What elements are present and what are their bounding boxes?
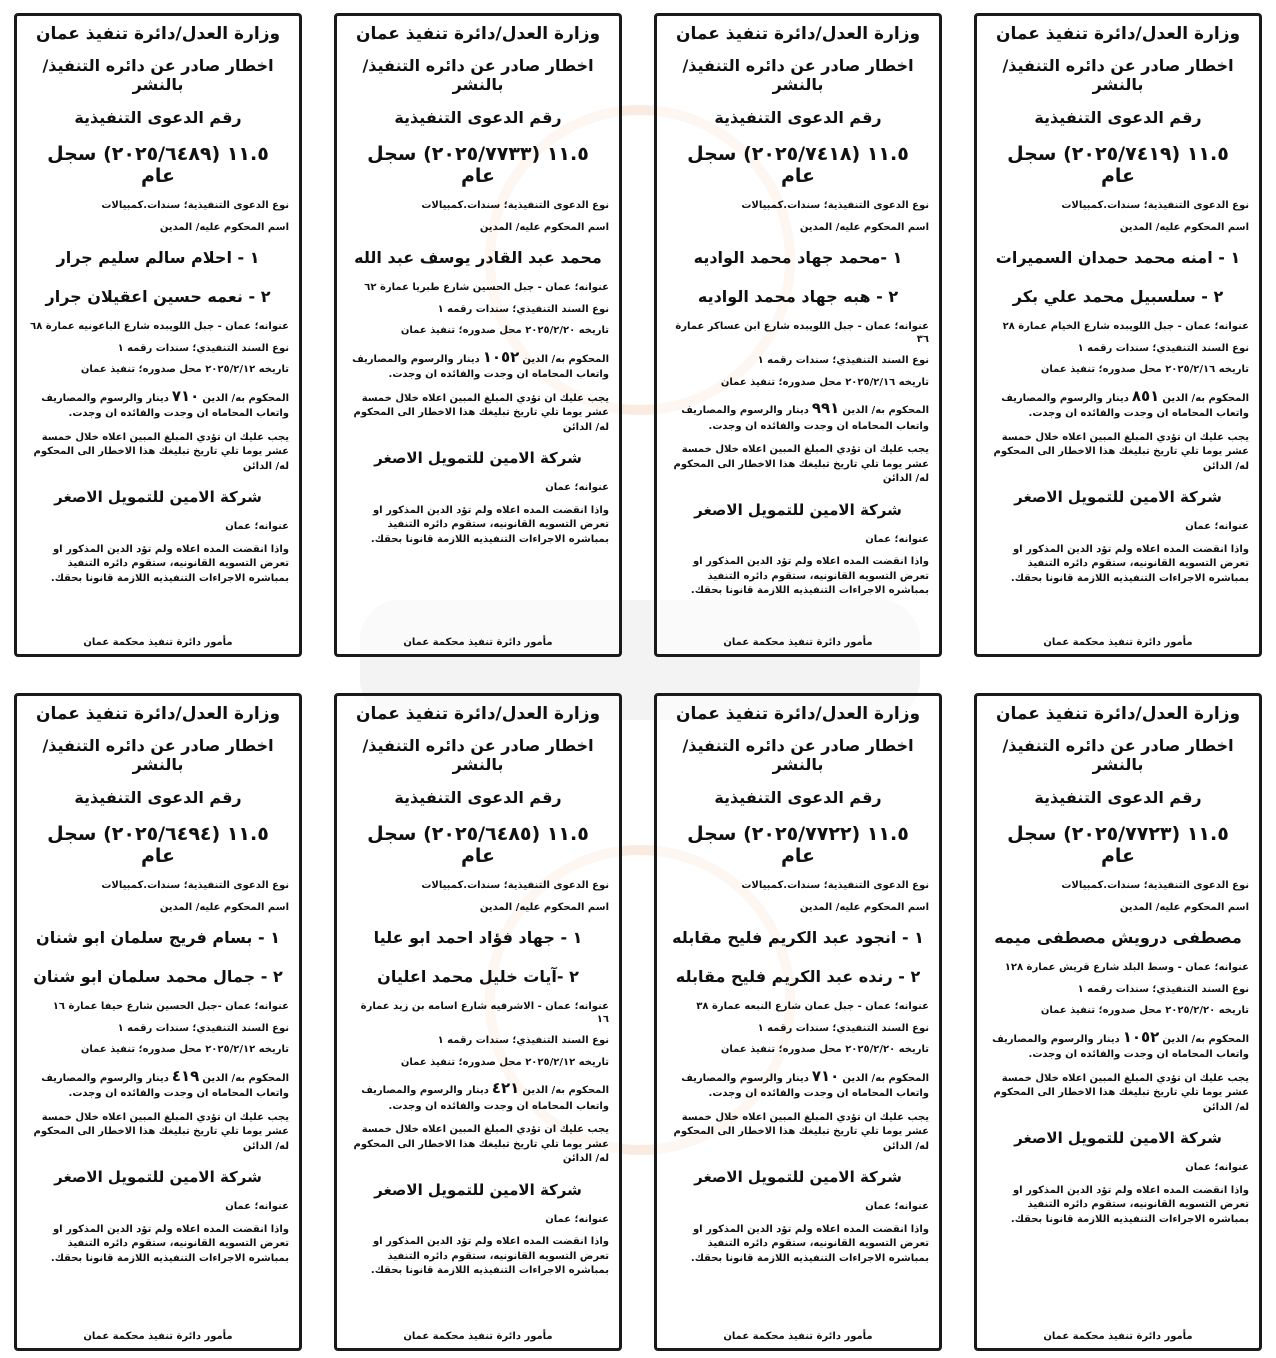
judgment-amount-line xyxy=(987,1027,1249,1063)
deed-type: نوع السند التنفيذي؛ سندات رقمه ١ xyxy=(757,355,929,366)
officer-footer: مأمور دائرة تنفيذ محكمة عمان xyxy=(83,1331,233,1342)
debtor-name: ١ - امنه محمد حمدان السميرات xyxy=(995,248,1241,267)
creditor-address: عنوانه؛ عمان xyxy=(865,533,929,545)
amount-suffix: دينار والرسوم والمصاريف واتعاب المحاماه ان وجدت والفائده ان وجدت. xyxy=(681,1072,929,1100)
deed-type: نوع السند التنفيذي؛ سندات رقمه ١ xyxy=(437,1035,609,1046)
judgment-amount-line xyxy=(347,347,609,383)
warning-text: واذا انقضت المده اعلاه ولم تؤد الدين المذكور او تعرض التسويه القانونيه، ستقوم دائره التنفيذ بمباشره الاجراءات التنفيذيه اللازمة قانونا بحقك. xyxy=(370,1236,609,1277)
amount-value: ٧١٠ xyxy=(811,1066,840,1085)
creditor-name: شركة الامين للتمويل الاصغر xyxy=(54,1168,262,1187)
creditor-address: عنوانه؛ عمان xyxy=(545,482,609,494)
judgment-amount-line xyxy=(27,1066,289,1102)
warning-text: واذا انقضت المده اعلاه ولم تؤد الدين المذكور او تعرض التسويه القانونيه، ستقوم دائره التنفيذ بمباشره الاجراءات التنفيذيه اللازمة قانونا بحقك. xyxy=(370,504,609,545)
officer-footer: مأمور دائرة تنفيذ محكمة عمان xyxy=(403,637,553,648)
notices-grid xyxy=(14,13,1264,1353)
payment-instruction: يجب عليك ان تؤدي المبلغ المبين اعلاه خلال خمسة عشر يوما تلي تاريخ تبليغك هذا الاخطار الى المحكوم له/ الدائن xyxy=(993,1072,1249,1113)
amount-value: ٩٩١ xyxy=(811,399,840,417)
creditor-name: شركة الامين للتمويل الاصغر xyxy=(374,1180,582,1199)
creditor-name: شركة الامين للتمويل الاصغر xyxy=(54,488,262,507)
notice-title: اخطار صادر عن دائره التنفيذ/ بالنشر xyxy=(682,56,914,94)
notice-card xyxy=(334,13,622,657)
officer-footer: مأمور دائرة تنفيذ محكمة عمان xyxy=(1043,637,1193,648)
creditor-address: عنوانه؛ عمان xyxy=(545,1213,609,1225)
warning-text: واذا انقضت المده اعلاه ولم تؤد الدين المذكور او تعرض التسويه القانونيه، ستقوم دائره التنفيذ بمباشره الاجراءات التنفيذيه اللازمة قانونا بحقك. xyxy=(50,1223,289,1264)
deed-date: تاريخه ٢٠٢٥/٢/١٢ محل صدوره؛ تنفيذ عمان xyxy=(80,1044,289,1055)
ministry-heading: وزارة العدل/دائرة تنفيذ عمان xyxy=(35,24,281,44)
payment-instruction: يجب عليك ان تؤدي المبلغ المبين اعلاه خلال خمسة عشر يوما تلي تاريخ تبليغك هذا الاخطار الى المحكوم له/ الدائن xyxy=(673,1111,929,1152)
creditor-address: عنوانه؛ عمان xyxy=(1185,1162,1249,1174)
judgment-amount-line xyxy=(347,1078,609,1114)
creditor-address: عنوانه؛ عمان xyxy=(225,521,289,533)
notice-card xyxy=(14,693,302,1351)
deed-type: نوع السند التنفيذي؛ سندات رقمه ١ xyxy=(757,1022,929,1034)
case-number: ١١.٥ (٢٠٢٥/٦٤٨٩) سجل عام xyxy=(47,143,269,187)
debtor-name: ٢ -آيات خليل محمد اعليان xyxy=(377,967,579,986)
debtor-address: عنوانه؛ عمان - الاشرفيه شارع اسامه بن زيد عمارة ١٦ xyxy=(360,1001,609,1025)
ministry-heading: وزارة العدل/دائرة تنفيذ عمان xyxy=(995,704,1241,724)
amount-value: ١٠٥٢ xyxy=(482,347,520,366)
warning-text: واذا انقضت المده اعلاه ولم تؤد الدين المذكور او تعرض التسويه القانونيه، ستقوم دائره التنفيذ بمباشره الاجراءات التنفيذيه اللازمة قانونا بحقك. xyxy=(690,1223,929,1264)
debtor-label: اسم المحكوم عليه/ المدين xyxy=(479,901,609,913)
debtor-name: ١ -محمد جهاد محمد الواديه xyxy=(693,248,903,267)
payment-instruction: يجب عليك ان تؤدي المبلغ المبين اعلاه خلال خمسة عشر يوما تلي تاريخ تبليغك هذا الاخطار الى المحكوم له/ الدائن xyxy=(353,1124,609,1165)
deed-date: تاريخه ٢٠٢٥/٢/٢٠ محل صدوره؛ تنفيذ عمان xyxy=(400,325,609,336)
amount-prefix: المحكوم به/ الدين xyxy=(202,392,289,404)
debtor-address: عنوانه؛ عمان -جبل الحسين شارع حيفا عمارة ١٦ xyxy=(52,1001,289,1012)
amount-suffix: دينار والرسوم والمصاريف واتعاب المحاماه ان وجدت والفائده ان وجدت. xyxy=(361,1085,609,1112)
case-number: ١١.٥ (٢٠٢٥/٦٤٩٤) سجل عام xyxy=(47,823,269,867)
case-label: رقم الدعوى التنفيذية xyxy=(1034,788,1202,807)
creditor-address: عنوانه؛ عمان xyxy=(865,1201,929,1213)
debtor-label: اسم المحكوم عليه/ المدين xyxy=(159,221,289,233)
amount-suffix: دينار والرسوم والمصاريف واتعاب المحاماه ان وجدت والفائده ان وجدت. xyxy=(352,353,609,381)
case-type: نوع الدعوى التنفيذية؛ سندات.كمبيالات xyxy=(101,880,289,891)
debtor-name: ١ - انجود عبد الكريم فليح مقابله xyxy=(672,928,924,947)
notice-title: اخطار صادر عن دائره التنفيذ/ بالنشر xyxy=(1002,736,1234,774)
officer-footer: مأمور دائرة تنفيذ محكمة عمان xyxy=(1043,1331,1193,1342)
debtor-address: عنوانه؛ عمان - وسط البلد شارع قريش عمارة ١٢٨ xyxy=(1004,962,1249,973)
case-number: ١١.٥ (٢٠٢٥/٧٧٢٢) سجل عام xyxy=(687,823,909,867)
payment-instruction: يجب عليك ان تؤدي المبلغ المبين اعلاه خلال خمسة عشر يوما تلي تاريخ تبليغك هذا الاخطار الى المحكوم له/ الدائن xyxy=(993,431,1249,472)
judgment-amount-line xyxy=(667,1066,929,1102)
case-type: نوع الدعوى التنفيذية؛ سندات.كمبيالات xyxy=(101,200,289,211)
case-number: ١١.٥ (٢٠٢٥/٧٧٣٣) سجل عام xyxy=(367,143,589,187)
amount-prefix: المحكوم به/ الدين xyxy=(842,1072,929,1084)
case-type: نوع الدعوى التنفيذية؛ سندات.كمبيالات xyxy=(741,880,929,891)
debtor-name: محمد عبد القادر يوسف عبد الله xyxy=(354,248,602,267)
deed-type: نوع السند التنفيذي؛ سندات رقمه ١ xyxy=(1077,983,1249,995)
debtor-label: اسم المحكوم عليه/ المدين xyxy=(799,901,929,913)
debtor-label: اسم المحكوم عليه/ المدين xyxy=(1119,901,1249,913)
amount-value: ٤٢١ xyxy=(491,1079,520,1097)
amount-suffix: دينار والرسوم والمصاريف واتعاب المحاماه ان وجدت والفائده ان وجدت. xyxy=(681,405,929,432)
case-type: نوع الدعوى التنفيذية؛ سندات.كمبيالات xyxy=(741,200,929,211)
amount-suffix: دينار والرسوم والمصاريف واتعاب المحاماه ان وجدت والفائده ان وجدت. xyxy=(41,1072,289,1100)
debtor-name: ١ - بسام فريج سلمان ابو شنان xyxy=(36,928,280,947)
notice-title: اخطار صادر عن دائره التنفيذ/ بالنشر xyxy=(42,56,274,94)
notice-card xyxy=(654,13,942,657)
amount-suffix: دينار والرسوم والمصاريف واتعاب المحاماه ان وجدت والفائده ان وجدت. xyxy=(992,1033,1249,1061)
ministry-heading: وزارة العدل/دائرة تنفيذ عمان xyxy=(995,24,1241,44)
amount-suffix: دينار والرسوم والمصاريف واتعاب المحاماه ان وجدت والفائده ان وجدت. xyxy=(41,392,289,420)
notice-card xyxy=(654,693,942,1351)
case-label: رقم الدعوى التنفيذية xyxy=(714,788,882,807)
notice-card xyxy=(334,693,622,1351)
debtor-address: عنوانه؛ عمان - جبل الحسين شارع طبريا عمارة ٦٢ xyxy=(364,282,609,293)
creditor-address: عنوانه؛ عمان xyxy=(1185,521,1249,533)
debtor-label: اسم المحكوم عليه/ المدين xyxy=(799,221,929,233)
creditor-name: شركة الامين للتمويل الاصغر xyxy=(694,500,902,519)
notice-title: اخطار صادر عن دائره التنفيذ/ بالنشر xyxy=(42,736,274,774)
deed-type: نوع السند التنفيذي؛ سندات رقمه ١ xyxy=(117,342,289,354)
case-label: رقم الدعوى التنفيذية xyxy=(74,108,242,127)
debtor-label: اسم المحكوم عليه/ المدين xyxy=(1119,221,1249,233)
deed-type: نوع السند التنفيذي؛ سندات رقمه ١ xyxy=(437,303,609,315)
debtor-name: ٢ - جمال محمد سلمان ابو شنان xyxy=(33,967,283,986)
case-label: رقم الدعوى التنفيذية xyxy=(394,108,562,127)
notice-title: اخطار صادر عن دائره التنفيذ/ بالنشر xyxy=(362,736,594,774)
notice-title: اخطار صادر عن دائره التنفيذ/ بالنشر xyxy=(362,56,594,94)
amount-value: ١٠٥٢ xyxy=(1122,1027,1160,1046)
ministry-heading: وزارة العدل/دائرة تنفيذ عمان xyxy=(355,24,601,44)
notice-card xyxy=(14,13,302,657)
debtor-label: اسم المحكوم عليه/ المدين xyxy=(159,901,289,913)
deed-date: تاريخه ٢٠٢٥/٢/٢٠ محل صدوره؛ تنفيذ عمان xyxy=(720,1044,929,1055)
creditor-address: عنوانه؛ عمان xyxy=(225,1201,289,1213)
amount-prefix: المحكوم به/ الدين xyxy=(202,1072,289,1084)
case-label: رقم الدعوى التنفيذية xyxy=(394,788,562,807)
amount-value: ٨٥١ xyxy=(1131,386,1160,405)
debtor-name: ٢ - رنده عبد الكريم فليح مقابله xyxy=(675,967,921,986)
debtor-address: عنوانه؛ عمان - جبل اللويبده شارع الخيام عمارة ٢٨ xyxy=(1002,321,1249,332)
case-type: نوع الدعوى التنفيذية؛ سندات.كمبيالات xyxy=(1061,880,1249,891)
deed-date: تاريخه ٢٠٢٥/٢/١٢ محل صدوره؛ تنفيذ عمان xyxy=(400,1056,609,1068)
deed-date: تاريخه ٢٠٢٥/٢/٢٠ محل صدوره؛ تنفيذ عمان xyxy=(1040,1005,1249,1016)
debtor-address: عنوانه؛ عمان - جبل اللويبده شارع ابن عساكر عمارة ٣٦ xyxy=(675,321,929,345)
amount-prefix: المحكوم به/ الدين xyxy=(842,405,929,416)
ministry-heading: وزارة العدل/دائرة تنفيذ عمان xyxy=(675,704,921,724)
deed-date: تاريخه ٢٠٢٥/٢/١٦ محل صدوره؛ تنفيذ عمان xyxy=(720,376,929,388)
deed-date: تاريخه ٢٠٢٥/٢/١٢ محل صدوره؛ تنفيذ عمان xyxy=(80,364,289,375)
debtor-name: ١ - جهاد فؤاد احمد ابو عليا xyxy=(373,928,583,947)
warning-text: واذا انقضت المده اعلاه ولم تؤد الدين المذكور او تعرض التسويه القانونيه، ستقوم دائره التنفيذ بمباشره الاجراءات التنفيذيه اللازمة قانونا بحقك. xyxy=(1010,1184,1249,1225)
case-number: ١١.٥ (٢٠٢٥/٧٤١٨) سجل عام xyxy=(687,143,909,187)
deed-type: نوع السند التنفيذي؛ سندات رقمه ١ xyxy=(117,1022,289,1034)
case-label: رقم الدعوى التنفيذية xyxy=(1034,108,1202,127)
debtor-label: اسم المحكوم عليه/ المدين xyxy=(479,221,609,233)
debtor-name: ٢ - سلسبيل محمد علي بكر xyxy=(1012,287,1224,306)
warning-text: واذا انقضت المده اعلاه ولم تؤد الدين المذكور او تعرض التسويه القانونيه، ستقوم دائره التنفيذ بمباشره الاجراءات التنفيذيه اللازمة قانونا بحقك. xyxy=(50,543,289,584)
judgment-amount-line xyxy=(27,386,289,422)
debtor-address: عنوانه؛ عمان - جبل عمان شارع النبعه عمارة ٣٨ xyxy=(696,1001,929,1012)
debtor-address: عنوانه؛ عمان - جبل اللويبده شارع الباعونيه عمارة ٦٨ xyxy=(30,321,289,332)
amount-prefix: المحكوم به/ الدين xyxy=(1162,1033,1249,1045)
warning-text: واذا انقضت المده اعلاه ولم تؤد الدين المذكور او تعرض التسويه القانونيه، ستقوم دائره التنفيذ بمباشره الاجراءات التنفيذيه اللازمة قانونا بحقك. xyxy=(690,556,929,597)
ministry-heading: وزارة العدل/دائرة تنفيذ عمان xyxy=(35,704,281,724)
case-type: نوع الدعوى التنفيذية؛ سندات.كمبيالات xyxy=(421,200,609,211)
officer-footer: مأمور دائرة تنفيذ محكمة عمان xyxy=(723,1331,873,1342)
payment-instruction: يجب عليك ان تؤدي المبلغ المبين اعلاه خلال خمسة عشر يوما تلي تاريخ تبليغك هذا الاخطار الى المحكوم له/ الدائن xyxy=(353,392,609,433)
debtor-name: ٢ - نعمه حسين اعقيلان جرار xyxy=(45,287,271,306)
ministry-heading: وزارة العدل/دائرة تنفيذ عمان xyxy=(355,704,601,724)
officer-footer: مأمور دائرة تنفيذ محكمة عمان xyxy=(83,637,233,648)
case-type: نوع الدعوى التنفيذية؛ سندات.كمبيالات xyxy=(421,880,609,891)
notice-title: اخطار صادر عن دائره التنفيذ/ بالنشر xyxy=(682,736,914,774)
case-number: ١١.٥ (٢٠٢٥/٧٧٢٣) سجل عام xyxy=(1007,823,1229,867)
deed-type: نوع السند التنفيذي؛ سندات رقمه ١ xyxy=(1077,342,1249,354)
judgment-amount-line xyxy=(667,398,929,434)
amount-prefix: المحكوم به/ الدين xyxy=(522,353,609,365)
debtor-name: ١ - احلام سالم سليم جرار xyxy=(56,248,260,267)
amount-suffix: دينار والرسوم والمصاريف واتعاب المحاماه ان وجدت والفائده ان وجدت. xyxy=(1001,392,1249,420)
notice-card xyxy=(974,693,1262,1351)
notice-card xyxy=(974,13,1262,657)
creditor-name: شركة الامين للتمويل الاصغر xyxy=(1014,488,1222,507)
officer-footer: مأمور دائرة تنفيذ محكمة عمان xyxy=(723,637,873,648)
case-number: ١١.٥ (٢٠٢٥/٦٤٨٥) سجل عام xyxy=(367,823,589,867)
amount-prefix: المحكوم به/ الدين xyxy=(1162,392,1249,404)
notice-title: اخطار صادر عن دائره التنفيذ/ بالنشر xyxy=(1002,56,1234,94)
case-label: رقم الدعوى التنفيذية xyxy=(714,108,882,127)
amount-value: ٤١٩ xyxy=(171,1066,200,1085)
creditor-name: شركة الامين للتمويل الاصغر xyxy=(374,449,582,468)
payment-instruction: يجب عليك ان تؤدي المبلغ المبين اعلاه خلال خمسة عشر يوما تلي تاريخ تبليغك هذا الاخطار الى المحكوم له/ الدائن xyxy=(33,431,289,472)
warning-text: واذا انقضت المده اعلاه ولم تؤد الدين المذكور او تعرض التسويه القانونيه، ستقوم دائره التنفيذ بمباشره الاجراءات التنفيذيه اللازمة قانونا بحقك. xyxy=(1010,543,1249,584)
payment-instruction: يجب عليك ان تؤدي المبلغ المبين اعلاه خلال خمسة عشر يوما تلي تاريخ تبليغك هذا الاخطار الى المحكوم له/ الدائن xyxy=(673,444,929,485)
creditor-name: شركة الامين للتمويل الاصغر xyxy=(694,1168,902,1187)
case-label: رقم الدعوى التنفيذية xyxy=(74,788,242,807)
debtor-name: مصطفى درويش مصطفى ميمه xyxy=(994,928,1242,947)
case-number: ١١.٥ (٢٠٢٥/٧٤١٩) سجل عام xyxy=(1007,143,1229,187)
case-type: نوع الدعوى التنفيذية؛ سندات.كمبيالات xyxy=(1061,200,1249,211)
debtor-name: ٢ - هبه جهاد محمد الواديه xyxy=(697,287,899,306)
ministry-heading: وزارة العدل/دائرة تنفيذ عمان xyxy=(675,24,921,44)
creditor-name: شركة الامين للتمويل الاصغر xyxy=(1014,1129,1222,1148)
judgment-amount-line xyxy=(987,386,1249,422)
officer-footer: مأمور دائرة تنفيذ محكمة عمان xyxy=(403,1331,553,1342)
amount-prefix: المحكوم به/ الدين xyxy=(522,1085,609,1096)
payment-instruction: يجب عليك ان تؤدي المبلغ المبين اعلاه خلال خمسة عشر يوما تلي تاريخ تبليغك هذا الاخطار الى المحكوم له/ الدائن xyxy=(33,1111,289,1152)
deed-date: تاريخه ٢٠٢٥/٢/١٦ محل صدوره؛ تنفيذ عمان xyxy=(1040,364,1249,375)
amount-value: ٧١٠ xyxy=(171,386,200,405)
